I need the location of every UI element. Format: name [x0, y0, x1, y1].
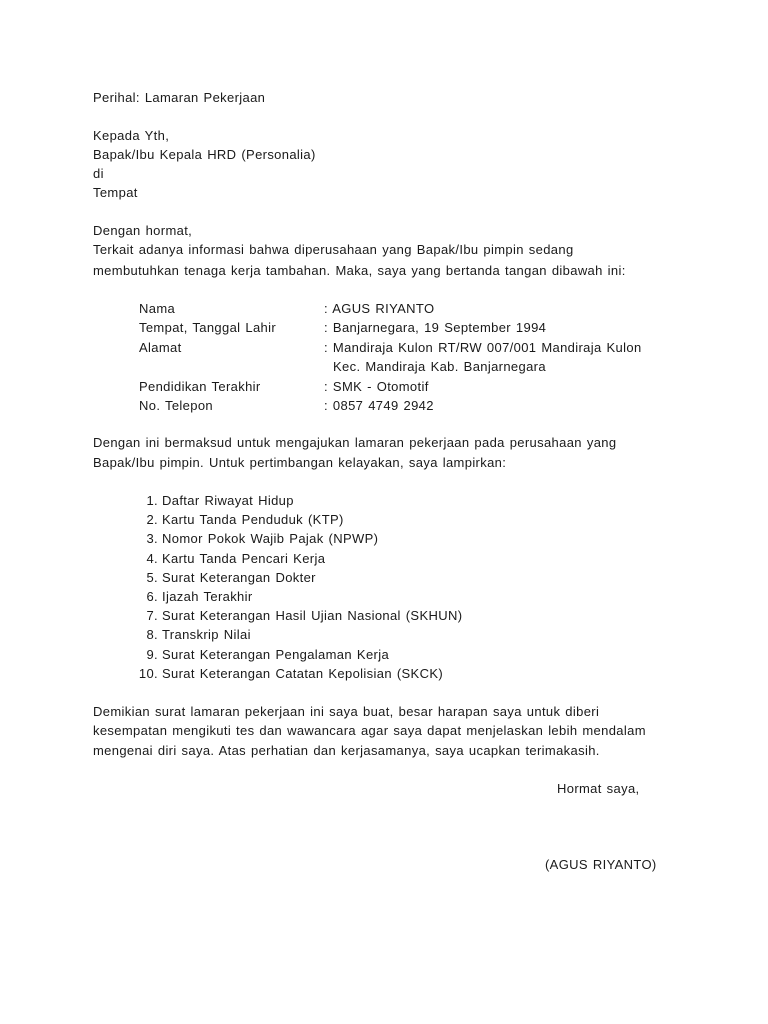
list-item-number: 8.	[146, 627, 158, 642]
list-item-number: 5.	[146, 570, 158, 585]
list-item: Nomor Pokok Wajib Pajak (NPWP)	[162, 531, 379, 546]
name-value: : AGUS RIYANTO	[324, 301, 435, 316]
list-item: Ijazah Terakhir	[162, 589, 253, 604]
recipient-greeting: Kepada Yth,	[93, 128, 170, 143]
list-item: Transkrip Nilai	[162, 627, 251, 642]
closing-line-2: kesempatan mengikuti tes dan wawancara agar saya dapat menjelaskan lebih mendalam	[93, 723, 646, 738]
opening-line-2: membutuhkan tenaga kerja tambahan. Maka, saya yang bertanda tangan dibawah ini:	[93, 263, 626, 278]
list-item-number: 2.	[146, 512, 158, 527]
list-item-number: 6.	[146, 589, 158, 604]
list-item-number: 9.	[146, 647, 158, 662]
signature-name: (AGUS RIYANTO)	[545, 857, 657, 872]
list-item-number: 3.	[146, 531, 158, 546]
list-item-number: 4.	[146, 551, 158, 566]
recipient-name: Bapak/Ibu Kepala HRD (Personalia)	[93, 147, 316, 162]
address-value-line-1: : Mandiraja Kulon RT/RW 007/001 Mandiraja Kulon	[324, 340, 642, 355]
list-item: Daftar Riwayat Hidup	[162, 493, 294, 508]
opening-line-1: Terkait adanya informasi bahwa diperusahaan yang Bapak/Ibu pimpin sedang	[93, 242, 574, 257]
list-item: Surat Keterangan Pengalaman Kerja	[162, 647, 390, 662]
list-item-number: 7.	[146, 608, 158, 623]
recipient-at: di	[93, 166, 104, 181]
list-item: Surat Keterangan Hasil Ujian Nasional (SKHUN)	[162, 608, 463, 623]
education-value: : SMK - Otomotif	[324, 379, 429, 394]
closing-line-3: mengenai diri saya. Atas perhatian dan kerjasamanya, saya ucapkan terimakasih.	[93, 743, 600, 758]
purpose-line-2: Bapak/Ibu pimpin. Untuk pertimbangan kelayakan, saya lampirkan:	[93, 455, 507, 470]
phone-value: : 0857 4749 2942	[324, 398, 434, 413]
birth-label: Tempat, Tanggal Lahir	[139, 320, 277, 335]
list-item-number: 1.	[146, 493, 158, 508]
recipient-place: Tempat	[93, 185, 138, 200]
list-item: Kartu Tanda Pencari Kerja	[162, 551, 326, 566]
salutation: Dengan hormat,	[93, 223, 193, 238]
list-item: Surat Keterangan Catatan Kepolisian (SKCK)	[162, 666, 444, 681]
list-item-number: 10.	[138, 666, 158, 681]
phone-label: No. Telepon	[139, 398, 213, 413]
birth-value: : Banjarnegara, 19 September 1994	[324, 320, 547, 335]
closing-line-1: Demikian surat lamaran pekerjaan ini saya buat, besar harapan saya untuk diberi	[93, 704, 600, 719]
address-value-line-2: Kec. Mandiraja Kab. Banjarnegara	[333, 359, 546, 374]
address-label: Alamat	[139, 340, 182, 355]
purpose-line-1: Dengan ini bermaksud untuk mengajukan lamaran pekerjaan pada perusahaan yang	[93, 435, 617, 450]
list-item: Kartu Tanda Penduduk (KTP)	[162, 512, 344, 527]
signature-regards: Hormat saya,	[557, 781, 640, 796]
subject-line: Perihal: Lamaran Pekerjaan	[93, 90, 266, 105]
education-label: Pendidikan Terakhir	[139, 379, 261, 394]
list-item: Surat Keterangan Dokter	[162, 570, 316, 585]
name-label: Nama	[139, 301, 176, 316]
